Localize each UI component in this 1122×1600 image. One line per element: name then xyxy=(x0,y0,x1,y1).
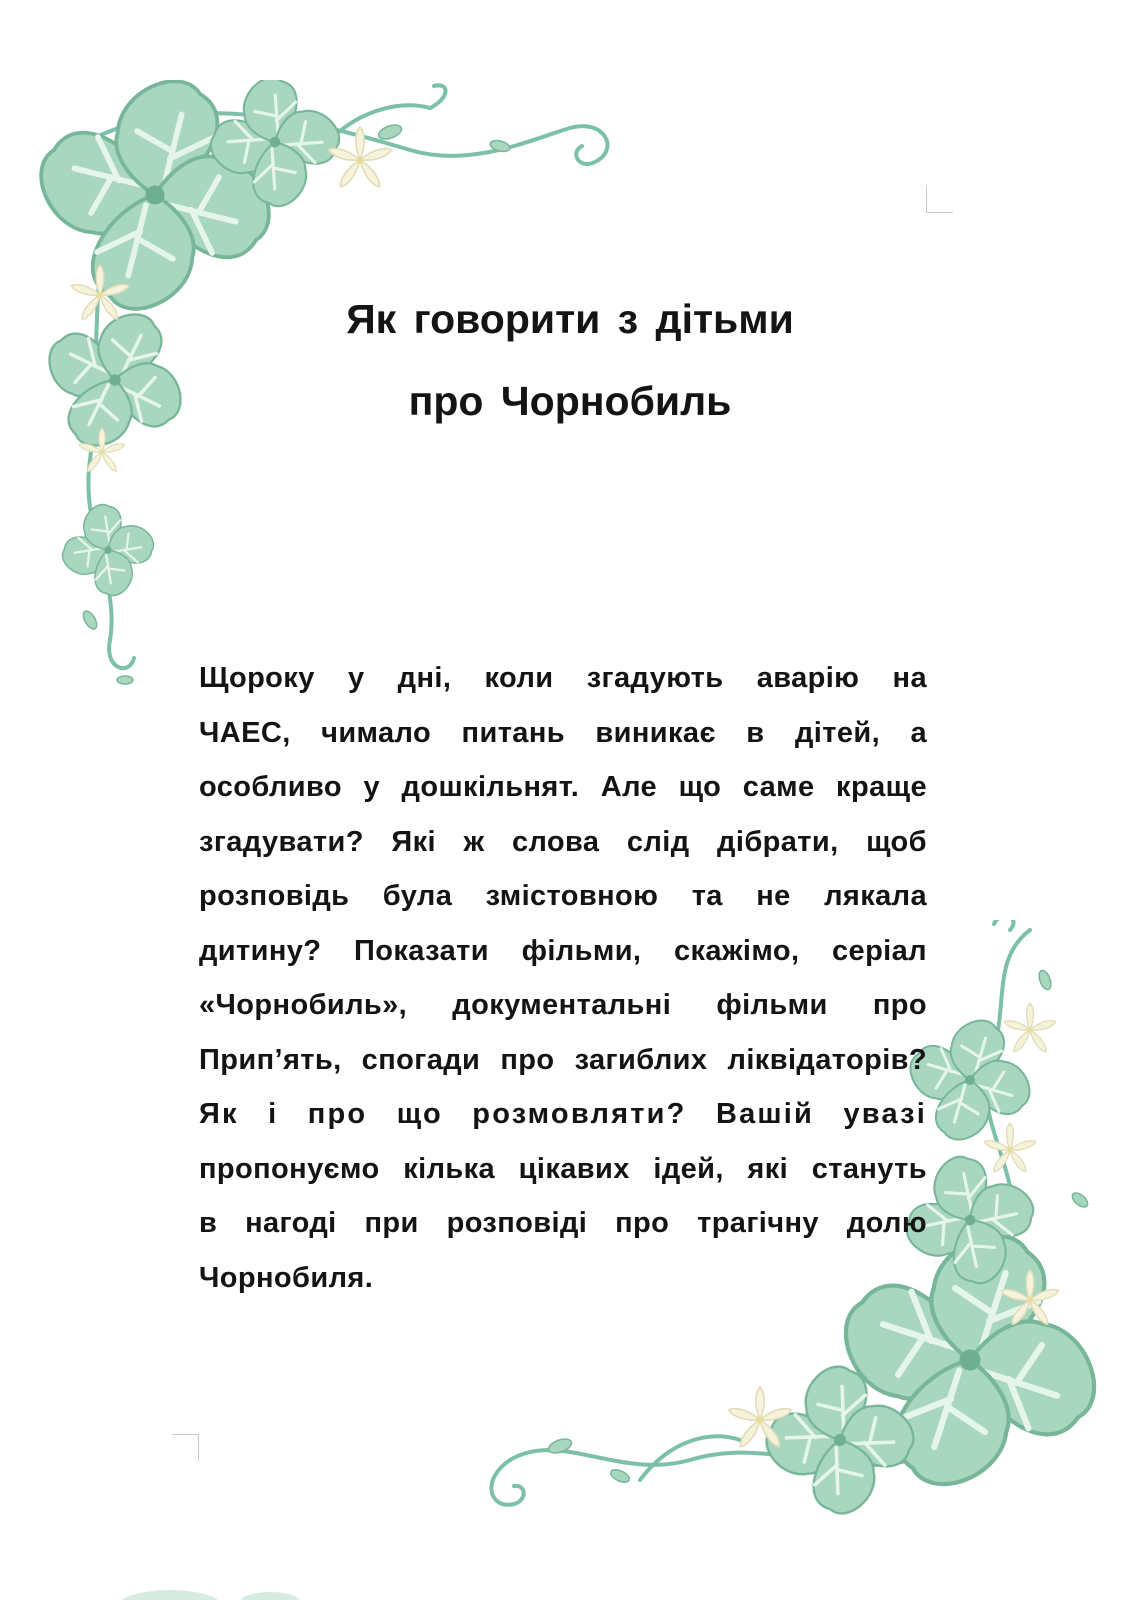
clover-ornament-next-page xyxy=(100,1578,460,1600)
paragraph-line: згадувати? Які ж слова слід дібрати, щоб xyxy=(199,825,927,858)
document-title xyxy=(220,278,920,442)
four-leaf-clover-icon xyxy=(52,494,164,606)
paragraph-line: ЧАЕС, чимало питань виникає в дітей, а xyxy=(199,716,927,749)
crop-mark xyxy=(926,186,953,213)
title-line: Як говорити з дітьми xyxy=(346,296,794,342)
blossom-icon xyxy=(983,1123,1036,1174)
body-paragraph xyxy=(199,651,927,1305)
paragraph-line: Щороку у дні, коли згадують аварію на xyxy=(199,662,927,694)
paragraph-line: «Чорнобиль», документальні фільми про xyxy=(199,989,927,1021)
paragraph-line: розповідь була змістовною та не лякала xyxy=(199,880,927,912)
paragraph-line: дитину? Показати фільми, скажімо, серіал xyxy=(199,934,927,967)
paragraph-line: Як і про що розмовляти? Вашій увазі xyxy=(199,1098,927,1130)
paragraph-line: в нагоді при розповіді про трагічну долю xyxy=(199,1207,927,1239)
crop-mark xyxy=(172,1434,199,1461)
title-line: про Чорнобиль xyxy=(408,378,732,424)
blossom-icon xyxy=(1003,1003,1056,1054)
paragraph-line: особливо у дошкільнят. Але що саме краще xyxy=(199,771,927,803)
paragraph-line: пропонуємо кілька цікавих ідей, які стануть xyxy=(199,1152,927,1185)
paragraph-line: Чорнобиля. xyxy=(199,1261,374,1294)
paragraph-line: Прип’ять, спогади про загиблих ліквідаторів? xyxy=(199,1043,927,1076)
